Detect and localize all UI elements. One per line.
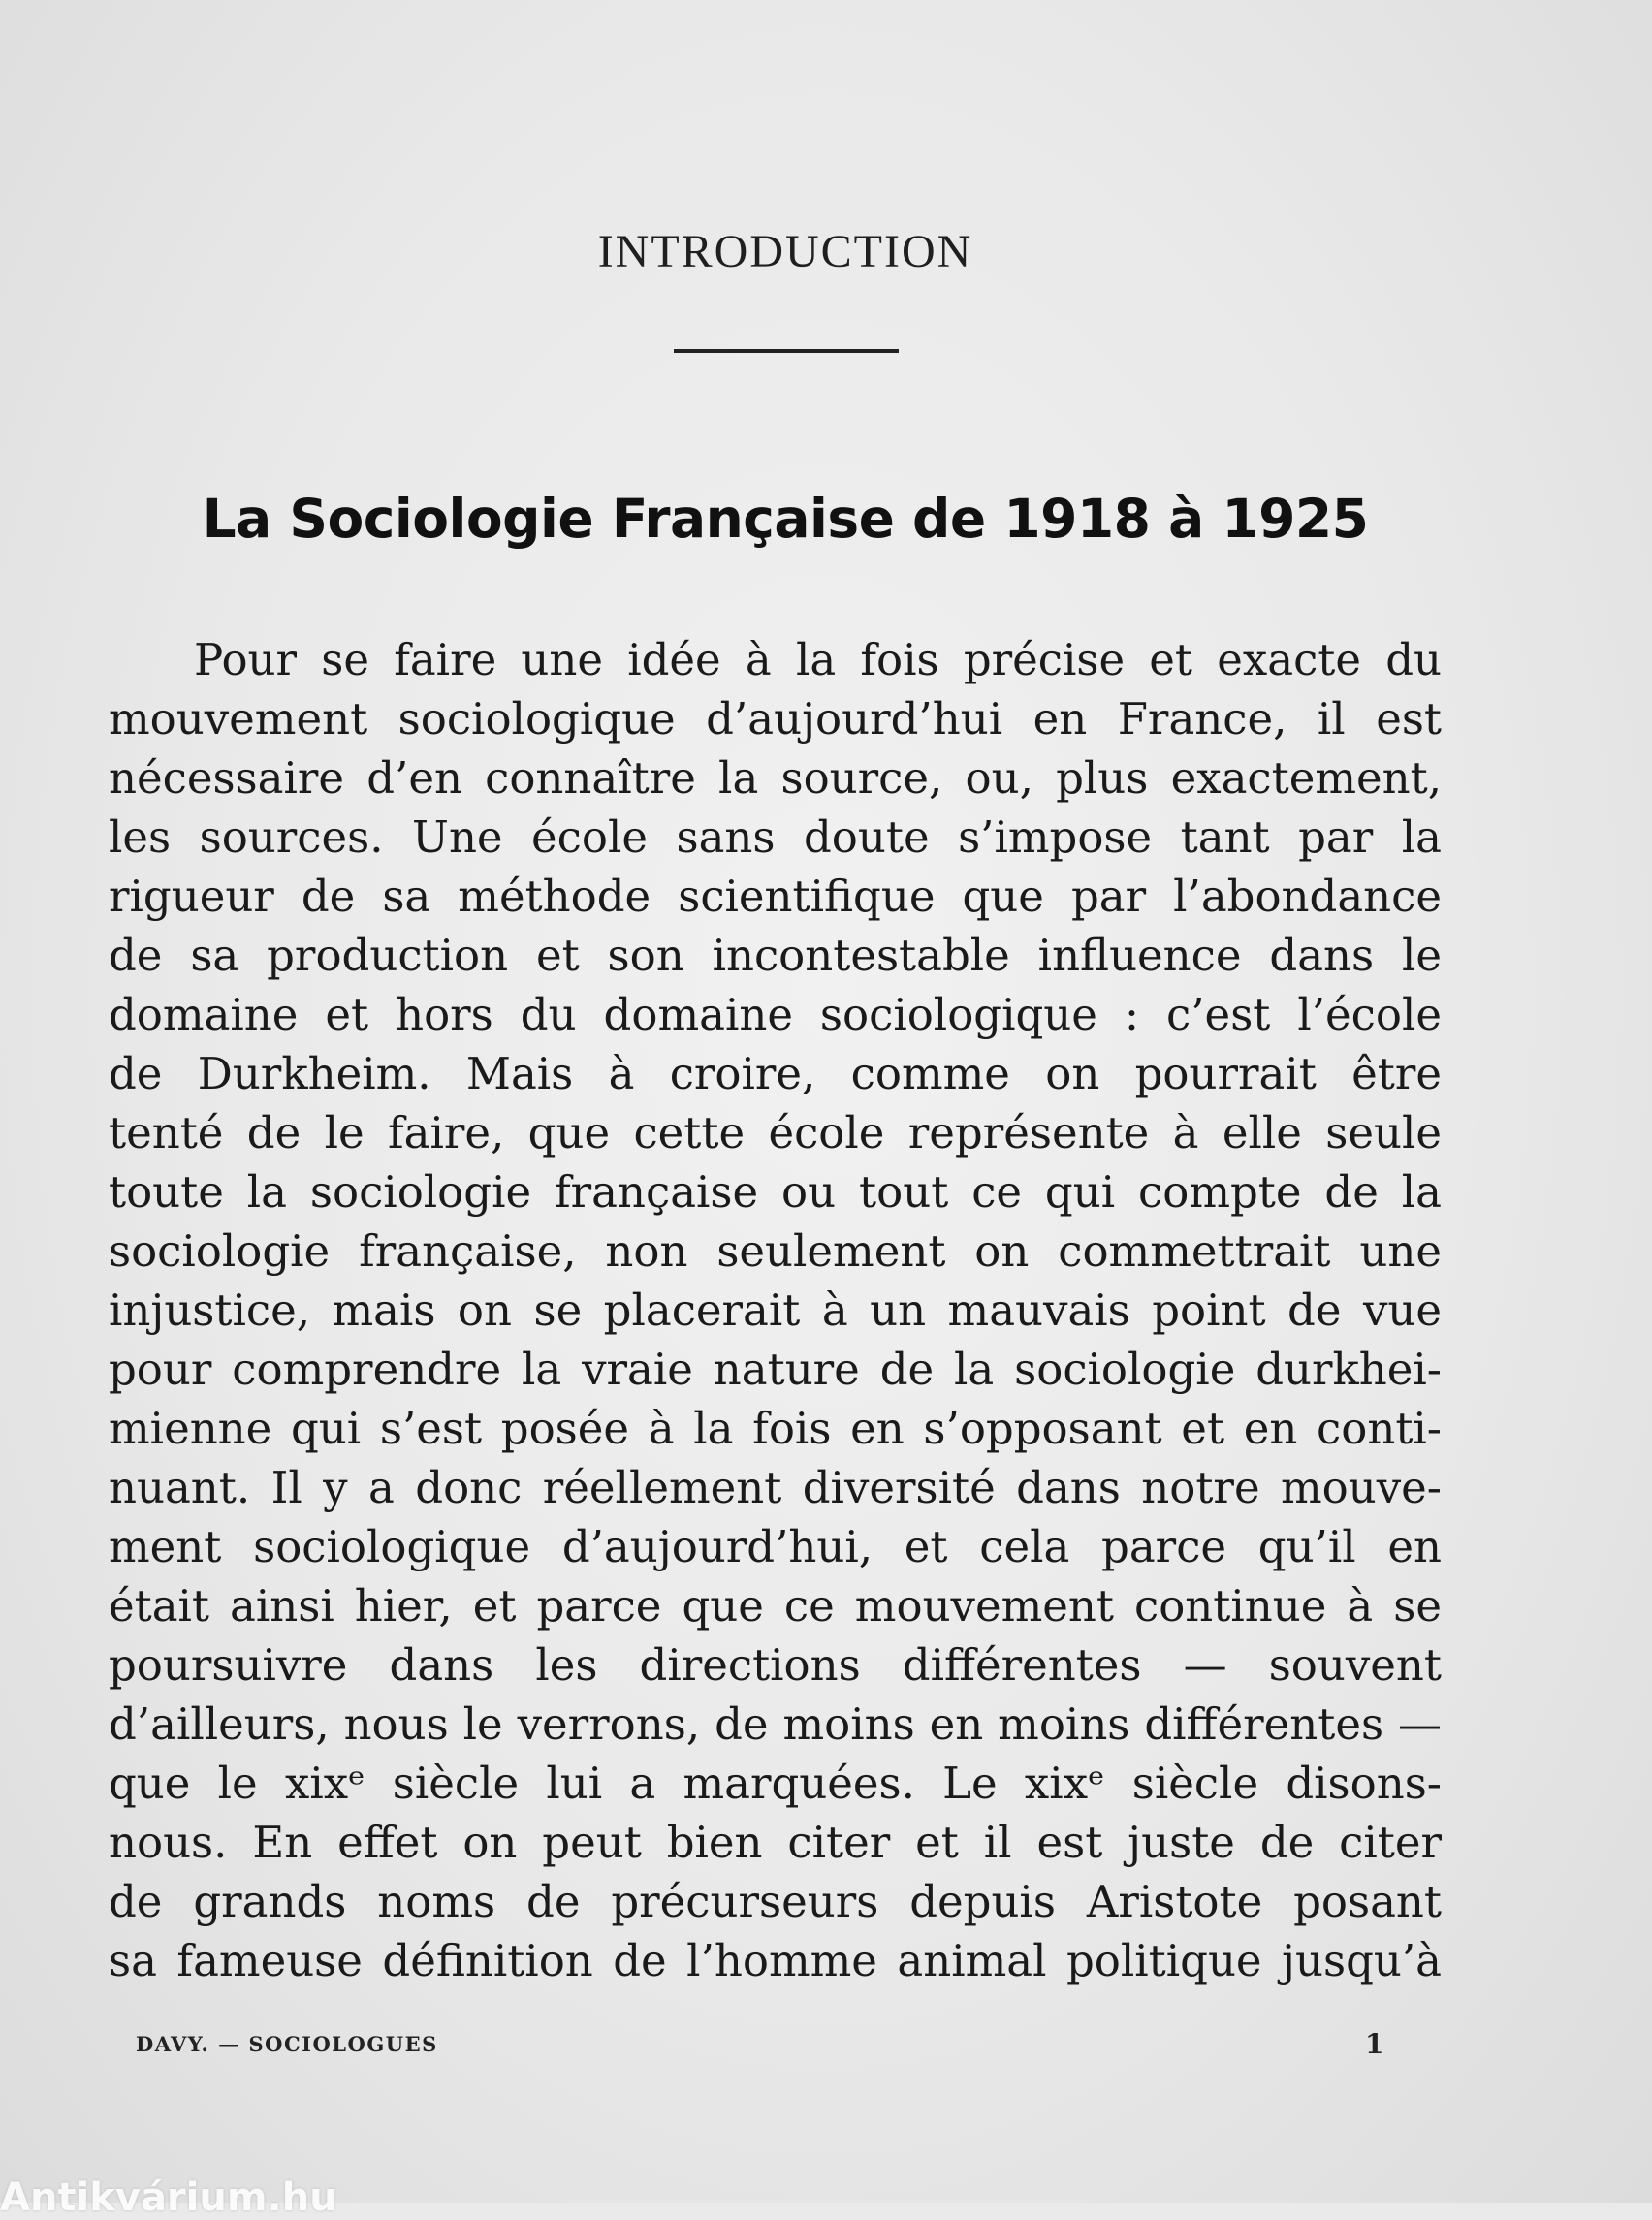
page-number: 1: [1365, 2028, 1384, 2060]
text-line: pour comprendre la vraie nature de la sociologie durkhei-: [109, 1344, 1442, 1395]
text-line: était ainsi hier, et parce que ce mouvement continue à se: [109, 1580, 1442, 1632]
chapter-title: La Sociologie Française de 1918 à 1925: [202, 488, 1369, 550]
title-divider: [674, 349, 899, 353]
text-line: nous. En effet on peut bien citer et il est juste de citer: [109, 1817, 1442, 1868]
text-line: Pour se faire une idée à la fois précise et exacte du: [194, 634, 1442, 685]
text-line: de Durkheim. Mais à croire, comme on pourrait être: [109, 1048, 1442, 1099]
text-line: sa fameuse définition de l’homme animal politique jusqu’à: [109, 1935, 1442, 1986]
section-label: INTRODUCTION: [597, 226, 973, 277]
text-line: rigueur de sa méthode scientifique que par l’abondance: [109, 871, 1442, 922]
text-line: que le xixᵉ siècle lui a marquées. Le xixᵉ siècle disons-: [109, 1758, 1442, 1809]
watermark: Antikvárium.hu: [0, 2175, 337, 2220]
running-footer-title: DAVY. — SOCIOLOGUES: [136, 2032, 438, 2056]
body-paragraph: [109, 630, 1442, 1990]
text-line: tenté de le faire, que cette école représente à elle seule: [109, 1107, 1442, 1158]
text-line: ment sociologique d’aujourd’hui, et cela parce qu’il en: [109, 1521, 1442, 1572]
text-line: de grands noms de précurseurs depuis Aristote posant: [109, 1876, 1442, 1927]
text-line: les sources. Une école sans doute s’impose tant par la: [109, 811, 1442, 863]
text-line: sociologie française, non seulement on commettrait une: [109, 1225, 1442, 1277]
text-line: mouvement sociologique d’aujourd’hui en France, il est: [109, 693, 1442, 745]
text-line: de sa production et son incontestable influence dans le: [109, 930, 1442, 981]
text-line: injustice, mais on se placerait à un mauvais point de vue: [109, 1284, 1442, 1336]
text-line: nuant. Il y a donc réellement diversité dans notre mouve-: [109, 1462, 1442, 1513]
text-line: mienne qui s’est posée à la fois en s’opposant et en conti-: [109, 1403, 1442, 1454]
text-line: d’ailleurs, nous le verrons, de moins en moins différentes —: [109, 1698, 1442, 1750]
text-line: domaine et hors du domaine sociologique : c’est l’école: [109, 989, 1442, 1040]
text-line: poursuivre dans les directions différentes — souvent: [109, 1639, 1442, 1691]
text-line: toute la sociologie française ou tout ce qui compte de la: [109, 1166, 1442, 1218]
text-line: nécessaire d’en connaître la source, ou, plus exactement,: [109, 752, 1442, 804]
